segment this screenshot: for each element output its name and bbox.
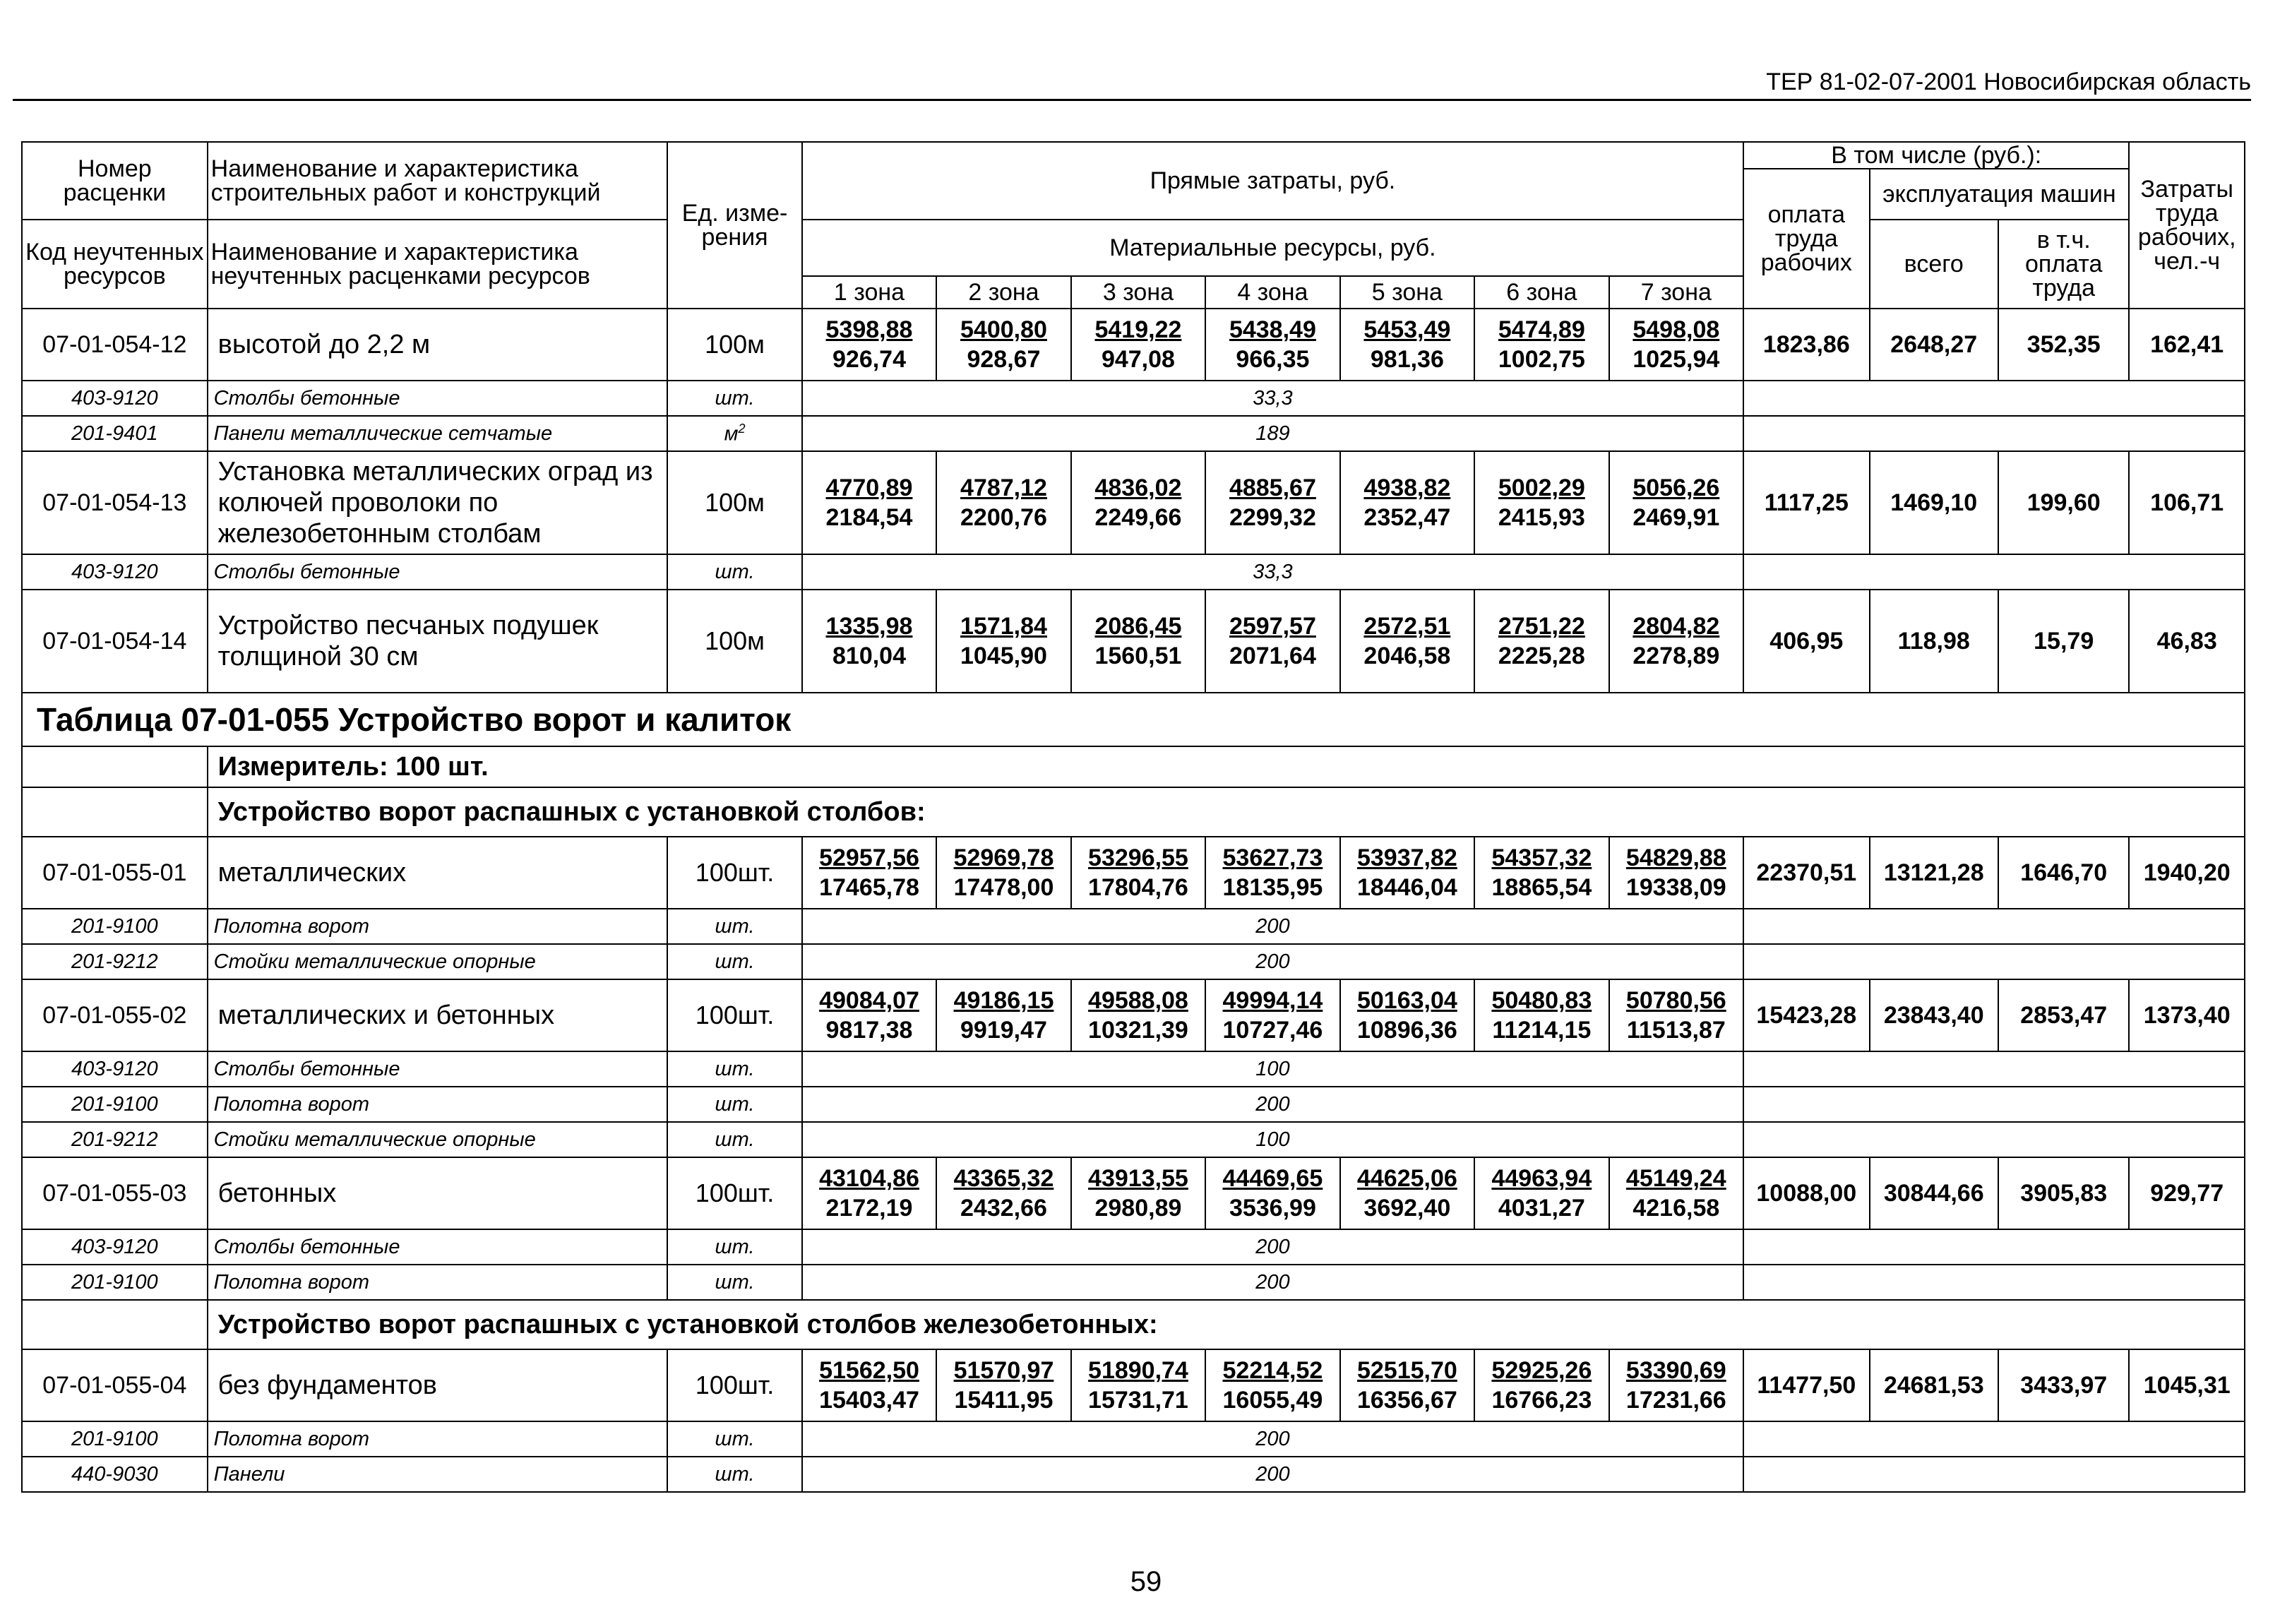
- zone-header: 7 зона: [1609, 276, 1743, 309]
- resource-unit-text: шт.: [715, 914, 755, 938]
- zone-price: [1071, 1349, 1205, 1421]
- direct-cost: 1571,84: [960, 613, 1047, 640]
- direct-cost: 52214,52: [1222, 1357, 1323, 1384]
- labor-cost: 46,83: [2129, 590, 2245, 693]
- machines-incl-pay: 15,79: [1998, 590, 2129, 693]
- zone-price: [1474, 451, 1608, 554]
- resource-unit-text: шт.: [715, 386, 755, 410]
- zone-price: [1340, 979, 1474, 1051]
- material-cost: 981,36: [1370, 346, 1444, 373]
- machines-incl-pay: 2853,47: [1998, 979, 2129, 1051]
- material-cost: 19338,09: [1625, 874, 1726, 901]
- direct-cost: 2086,45: [1094, 613, 1182, 640]
- zone-price: [1609, 309, 1743, 381]
- resource-code: 201-9100: [22, 1265, 208, 1300]
- machines-total: 13121,28: [1870, 837, 1998, 909]
- zone-price: [1340, 451, 1474, 554]
- zone-price: [802, 309, 936, 381]
- zone-price: [1071, 1157, 1205, 1229]
- direct-cost: 5438,49: [1229, 316, 1316, 343]
- resource-unit: [667, 1457, 801, 1492]
- rate-unit: 100шт.: [667, 979, 801, 1051]
- direct-cost: 50163,04: [1356, 987, 1457, 1014]
- resource-value: 200: [802, 1265, 1743, 1300]
- direct-cost: 53390,69: [1625, 1357, 1726, 1384]
- direct-cost: 53627,73: [1222, 844, 1323, 871]
- zone-price: [1474, 590, 1608, 693]
- machines-total: 24681,53: [1870, 1349, 1998, 1421]
- direct-cost: 4770,89: [825, 474, 913, 501]
- zone-price: [1609, 590, 1743, 693]
- material-cost: 2415,93: [1498, 504, 1585, 531]
- resource-name: Столбы бетонные: [208, 554, 668, 590]
- zone-price: [1071, 590, 1205, 693]
- zone-price: [1205, 309, 1339, 381]
- direct-cost: 43104,86: [819, 1165, 919, 1192]
- zone-price: [802, 1157, 936, 1229]
- material-cost: 2249,66: [1094, 504, 1182, 531]
- material-cost: 17804,76: [1088, 874, 1188, 901]
- labor-pay: 1823,86: [1743, 309, 1869, 381]
- table-title: Таблица 07-01-055 Устройство ворот и калиток: [22, 693, 2245, 746]
- group-title: Устройство ворот распашных с установкой столбов:: [208, 787, 2245, 837]
- empty-cell: [22, 787, 208, 837]
- col-machines-total: всего: [1870, 220, 1998, 309]
- direct-cost: 49588,08: [1088, 987, 1188, 1014]
- rate-code: 07-01-054-14: [22, 590, 208, 693]
- direct-cost: 5400,80: [960, 316, 1047, 343]
- material-cost: 2432,66: [960, 1195, 1047, 1222]
- direct-cost: 50480,83: [1491, 987, 1592, 1014]
- direct-cost: 4885,67: [1229, 474, 1316, 501]
- material-cost: 810,04: [832, 643, 906, 669]
- material-cost: 3692,40: [1363, 1195, 1451, 1222]
- material-cost: 9817,38: [825, 1017, 913, 1044]
- resource-unit-text: шт.: [715, 1427, 755, 1450]
- resource-name: Полотна ворот: [208, 1087, 668, 1122]
- empty-cell: [1743, 416, 2245, 451]
- resource-value: 200: [802, 944, 1743, 979]
- resource-name: Панели металлические сетчатые: [208, 416, 668, 451]
- zone-header: 2 зона: [936, 276, 1070, 309]
- labor-cost: 1940,20: [2129, 837, 2245, 909]
- resource-unit-text: шт.: [715, 950, 755, 973]
- labor-pay: 11477,50: [1743, 1349, 1869, 1421]
- machines-incl-pay: 199,60: [1998, 451, 2129, 554]
- direct-cost: 5056,26: [1633, 474, 1720, 501]
- material-cost: 18446,04: [1356, 874, 1457, 901]
- resource-code: 201-9100: [22, 1087, 208, 1122]
- resource-name: Стойки металлические опорные: [208, 1122, 668, 1157]
- material-cost: 2200,76: [960, 504, 1047, 531]
- zone-price: [1205, 979, 1339, 1051]
- labor-cost: 1373,40: [2129, 979, 2245, 1051]
- empty-cell: [1743, 554, 2245, 590]
- zone-price: [802, 451, 936, 554]
- empty-cell: [22, 1300, 208, 1349]
- rate-code: 07-01-055-01: [22, 837, 208, 909]
- machines-total: 118,98: [1870, 590, 1998, 693]
- direct-cost: 54829,88: [1625, 844, 1726, 871]
- rate-name: металлических и бетонных: [208, 979, 668, 1051]
- zone-price: [936, 590, 1070, 693]
- zone-price: [1205, 1349, 1339, 1421]
- empty-cell: [1743, 1122, 2245, 1157]
- zone-price: [1609, 979, 1743, 1051]
- measure-label: Измеритель: 100 шт.: [208, 746, 2245, 787]
- resource-name: Полотна ворот: [208, 1265, 668, 1300]
- empty-cell: [1743, 1457, 2245, 1492]
- direct-cost: 53937,82: [1356, 844, 1457, 871]
- labor-pay: 1117,25: [1743, 451, 1869, 554]
- resource-value: 33,3: [802, 554, 1743, 590]
- resource-name: Столбы бетонные: [208, 1051, 668, 1087]
- material-cost: 2278,89: [1633, 643, 1720, 669]
- direct-cost: 5498,08: [1633, 316, 1720, 343]
- material-cost: 2046,58: [1363, 643, 1451, 669]
- rate-code: 07-01-055-02: [22, 979, 208, 1051]
- zone-price: [1609, 1157, 1743, 1229]
- zone-price: [802, 1349, 936, 1421]
- machines-total: 30844,66: [1870, 1157, 1998, 1229]
- resource-unit-text: шт.: [715, 1235, 755, 1258]
- empty-cell: [1743, 1087, 2245, 1122]
- resource-value: 100: [802, 1122, 1743, 1157]
- resource-value: 200: [802, 1421, 1743, 1457]
- col-labor-cost: Затраты труда рабочих, чел.-ч: [2129, 142, 2245, 309]
- material-cost: 18135,95: [1222, 874, 1323, 901]
- resource-value: 200: [802, 909, 1743, 944]
- zone-price: [1071, 451, 1205, 554]
- resource-unit-text: шт.: [715, 1462, 755, 1486]
- zone-price: [802, 590, 936, 693]
- material-cost: 947,08: [1101, 346, 1175, 373]
- zone-price: [1340, 309, 1474, 381]
- direct-cost: 49186,15: [953, 987, 1054, 1014]
- machines-incl-pay: 3905,83: [1998, 1157, 2129, 1229]
- material-cost: 2980,89: [1094, 1195, 1182, 1222]
- resource-code: 201-9100: [22, 1421, 208, 1457]
- resource-unit: [667, 1051, 801, 1087]
- labor-pay: 10088,00: [1743, 1157, 1869, 1229]
- direct-cost: 5453,49: [1363, 316, 1451, 343]
- resource-unit: [667, 1087, 801, 1122]
- zone-price: [1071, 309, 1205, 381]
- zone-price: [1205, 451, 1339, 554]
- material-cost: 2352,47: [1363, 504, 1451, 531]
- direct-cost: 1335,98: [825, 613, 913, 640]
- resource-code: 201-9212: [22, 1122, 208, 1157]
- direct-cost: 53296,55: [1088, 844, 1188, 871]
- resource-unit: [667, 1421, 801, 1457]
- zone-price: [936, 309, 1070, 381]
- col-number: Номер расценки: [22, 142, 208, 220]
- group-title: Устройство ворот распашных с установкой столбов железобетонных:: [208, 1300, 2245, 1349]
- empty-cell: [1743, 1421, 2245, 1457]
- rate-unit: 100м: [667, 451, 801, 554]
- direct-cost: 43365,32: [953, 1165, 1054, 1192]
- resource-unit: [667, 1265, 801, 1300]
- resource-code: 403-9120: [22, 554, 208, 590]
- direct-cost: 49084,07: [819, 987, 919, 1014]
- labor-pay: 406,95: [1743, 590, 1869, 693]
- empty-cell: [1743, 1229, 2245, 1265]
- resource-name: Столбы бетонные: [208, 381, 668, 416]
- material-cost: 17465,78: [819, 874, 919, 901]
- col-direct-costs: Прямые затраты, руб.: [802, 142, 1743, 220]
- zone-price: [1609, 1349, 1743, 1421]
- direct-cost: 49994,14: [1222, 987, 1323, 1014]
- material-cost: 966,35: [1236, 346, 1310, 373]
- resource-unit: [667, 381, 801, 416]
- direct-cost: 5002,29: [1498, 474, 1585, 501]
- rate-code: 07-01-054-12: [22, 309, 208, 381]
- material-cost: 926,74: [832, 346, 906, 373]
- material-cost: 15411,95: [954, 1387, 1054, 1414]
- zone-price: [1071, 979, 1205, 1051]
- resource-unit-text: шт.: [715, 1057, 755, 1080]
- resource-unit: [667, 944, 801, 979]
- material-cost: 17231,66: [1625, 1387, 1726, 1414]
- material-cost: 15731,71: [1088, 1387, 1188, 1414]
- resource-unit: [667, 554, 801, 590]
- material-cost: 11214,15: [1492, 1017, 1592, 1044]
- resource-code: 201-9100: [22, 909, 208, 944]
- resource-unit-text: шт.: [715, 1128, 755, 1151]
- material-cost: 2469,91: [1633, 504, 1720, 531]
- material-cost: 2225,28: [1498, 643, 1585, 669]
- direct-cost: 4938,82: [1363, 474, 1451, 501]
- page-number: 59: [1130, 1566, 1162, 1597]
- resource-unit-text: шт.: [715, 560, 755, 583]
- material-cost: 2184,54: [825, 504, 913, 531]
- material-cost: 928,67: [967, 346, 1041, 373]
- direct-cost: 2804,82: [1633, 613, 1720, 640]
- resource-value: 200: [802, 1457, 1743, 1492]
- empty-cell: [1743, 1265, 2245, 1300]
- resource-value: 200: [802, 1229, 1743, 1265]
- material-cost: 15403,47: [819, 1387, 919, 1414]
- zone-price: [1205, 590, 1339, 693]
- labor-cost: 162,41: [2129, 309, 2245, 381]
- empty-cell: [1743, 909, 2245, 944]
- zone-price: [1474, 837, 1608, 909]
- col-labor-pay: оплата труда рабочих: [1743, 169, 1869, 309]
- material-cost: 16356,67: [1356, 1387, 1457, 1414]
- material-cost: 4031,27: [1498, 1195, 1585, 1222]
- resource-unit-sup: 2: [738, 421, 746, 436]
- rate-name: без фундаментов: [208, 1349, 668, 1421]
- direct-cost: 44469,65: [1222, 1165, 1323, 1192]
- direct-cost: 44963,94: [1491, 1165, 1592, 1192]
- resource-value: 33,3: [802, 381, 1743, 416]
- rate-unit: 100шт.: [667, 1349, 801, 1421]
- machines-total: 1469,10: [1870, 451, 1998, 554]
- resource-unit-text: м: [724, 422, 739, 446]
- zone-price: [1071, 837, 1205, 909]
- rate-unit: 100шт.: [667, 837, 801, 909]
- direct-cost: 4787,12: [960, 474, 1047, 501]
- empty-cell: [22, 746, 208, 787]
- direct-cost: 51890,74: [1088, 1357, 1188, 1384]
- resource-unit: [667, 1122, 801, 1157]
- rate-name: высотой до 2,2 м: [208, 309, 668, 381]
- resource-value: 189: [802, 416, 1743, 451]
- material-cost: 1560,51: [1094, 643, 1182, 669]
- labor-cost: 1045,31: [2129, 1349, 2245, 1421]
- rate-code: 07-01-054-13: [22, 451, 208, 554]
- zone-header: 4 зона: [1205, 276, 1339, 309]
- direct-cost: 44625,06: [1356, 1165, 1457, 1192]
- direct-cost: 4836,02: [1094, 474, 1182, 501]
- rate-unit: 100м: [667, 309, 801, 381]
- direct-cost: 52969,78: [953, 844, 1054, 871]
- col-including: В том числе (руб.):: [1743, 142, 2129, 169]
- material-cost: 2172,19: [825, 1195, 913, 1222]
- labor-cost: 929,77: [2129, 1157, 2245, 1229]
- resource-code: 201-9212: [22, 944, 208, 979]
- machines-incl-pay: 3433,97: [1998, 1349, 2129, 1421]
- resource-code: 403-9120: [22, 381, 208, 416]
- direct-cost: 45149,24: [1625, 1165, 1726, 1192]
- zone-price: [1340, 837, 1474, 909]
- material-cost: 17478,00: [953, 874, 1054, 901]
- labor-pay: 15423,28: [1743, 979, 1869, 1051]
- col-name: Наименование и характеристика строительных работ и конструкций: [208, 142, 668, 220]
- zone-price: [936, 1157, 1070, 1229]
- material-cost: 1025,94: [1633, 346, 1720, 373]
- machines-incl-pay: 352,35: [1998, 309, 2129, 381]
- zone-price: [1609, 837, 1743, 909]
- material-cost: 3536,99: [1229, 1195, 1316, 1222]
- zone-price: [1205, 1157, 1339, 1229]
- resource-unit: [667, 909, 801, 944]
- resource-code: 403-9120: [22, 1051, 208, 1087]
- resource-name: Полотна ворот: [208, 1421, 668, 1457]
- direct-cost: 5474,89: [1498, 316, 1585, 343]
- zone-header: 5 зона: [1340, 276, 1474, 309]
- labor-pay: 22370,51: [1743, 837, 1869, 909]
- rate-unit: 100м: [667, 590, 801, 693]
- labor-cost: 106,71: [2129, 451, 2245, 554]
- zone-price: [1474, 1157, 1608, 1229]
- empty-cell: [1743, 1051, 2245, 1087]
- machines-total: 23843,40: [1870, 979, 1998, 1051]
- col-incl-pay: в т.ч. оплата труда: [1998, 220, 2129, 309]
- material-cost: 2299,32: [1229, 504, 1316, 531]
- zone-price: [802, 979, 936, 1051]
- col-machines: эксплуатация машин: [1870, 169, 2130, 220]
- direct-cost: 5398,88: [825, 316, 913, 343]
- material-cost: 16055,49: [1222, 1387, 1323, 1414]
- material-cost: 1002,75: [1498, 346, 1585, 373]
- zone-price: [936, 451, 1070, 554]
- resource-name: Столбы бетонные: [208, 1229, 668, 1265]
- rate-name: Устройство песчаных подушек толщиной 30 см: [208, 590, 668, 693]
- material-cost: 4216,58: [1633, 1195, 1720, 1222]
- direct-cost: 51570,97: [953, 1357, 1054, 1384]
- col-resource-name: Наименование и характеристика неучтенных расценками ресурсов: [208, 220, 668, 309]
- col-material: Материальные ресурсы, руб.: [802, 220, 1743, 276]
- zone-price: [936, 979, 1070, 1051]
- zone-price: [1340, 1157, 1474, 1229]
- direct-cost: 2751,22: [1498, 613, 1585, 640]
- direct-cost: 50780,56: [1625, 987, 1726, 1014]
- material-cost: 11513,87: [1626, 1017, 1726, 1044]
- zone-price: [1340, 590, 1474, 693]
- material-cost: 18865,54: [1491, 874, 1592, 901]
- material-cost: 16766,23: [1491, 1387, 1592, 1414]
- direct-cost: 2597,57: [1229, 613, 1316, 640]
- direct-cost: 51562,50: [819, 1357, 919, 1384]
- direct-cost: 5419,22: [1094, 316, 1182, 343]
- rate-name: металлических: [208, 837, 668, 909]
- rates-table: [21, 141, 2245, 1493]
- col-resource-code: Код неучтенных ресурсов: [22, 220, 208, 309]
- resource-value: 100: [802, 1051, 1743, 1087]
- material-cost: 2071,64: [1229, 643, 1316, 669]
- zone-price: [1205, 837, 1339, 909]
- zone-price: [936, 837, 1070, 909]
- material-cost: 10896,36: [1356, 1017, 1457, 1044]
- rate-name: Установка металлических оград из колючей проволоки по железобетонным столбам: [208, 451, 668, 554]
- empty-cell: [1743, 944, 2245, 979]
- resource-code: 440-9030: [22, 1457, 208, 1492]
- zone-price: [1609, 451, 1743, 554]
- direct-cost: 43913,55: [1088, 1165, 1188, 1192]
- zone-header: 1 зона: [802, 276, 936, 309]
- empty-cell: [1743, 381, 2245, 416]
- rate-code: 07-01-055-04: [22, 1349, 208, 1421]
- zone-price: [802, 837, 936, 909]
- machines-total: 2648,27: [1870, 309, 1998, 381]
- zone-price: [1474, 979, 1608, 1051]
- zone-price: [1474, 309, 1608, 381]
- zone-price: [936, 1349, 1070, 1421]
- zone-header: 6 зона: [1474, 276, 1608, 309]
- resource-code: 403-9120: [22, 1229, 208, 1265]
- page-header: ТЕР 81-02-07-2001 Новосибирская область: [13, 65, 2251, 101]
- resource-name: Полотна ворот: [208, 909, 668, 944]
- direct-cost: 54357,32: [1491, 844, 1592, 871]
- direct-cost: 2572,51: [1363, 613, 1451, 640]
- resource-unit: [667, 1229, 801, 1265]
- machines-incl-pay: 1646,70: [1998, 837, 2129, 909]
- resource-unit-text: шт.: [715, 1270, 755, 1294]
- material-cost: 10321,39: [1088, 1017, 1188, 1044]
- material-cost: 1045,90: [960, 643, 1047, 669]
- resource-unit: [667, 416, 801, 451]
- col-unit: Ед. изме-рения: [667, 142, 801, 309]
- material-cost: 9919,47: [960, 1017, 1047, 1044]
- direct-cost: 52925,26: [1491, 1357, 1592, 1384]
- zone-price: [1474, 1349, 1608, 1421]
- resource-name: Панели: [208, 1457, 668, 1492]
- resource-name: Стойки металлические опорные: [208, 944, 668, 979]
- resource-code: 201-9401: [22, 416, 208, 451]
- zone-price: [1340, 1349, 1474, 1421]
- direct-cost: 52515,70: [1356, 1357, 1457, 1384]
- rate-name: бетонных: [208, 1157, 668, 1229]
- direct-cost: 52957,56: [819, 844, 919, 871]
- zone-header: 3 зона: [1071, 276, 1205, 309]
- resource-unit-text: шт.: [715, 1092, 755, 1116]
- resource-value: 200: [802, 1087, 1743, 1122]
- material-cost: 10727,46: [1222, 1017, 1323, 1044]
- rate-code: 07-01-055-03: [22, 1157, 208, 1229]
- rate-unit: 100шт.: [667, 1157, 801, 1229]
